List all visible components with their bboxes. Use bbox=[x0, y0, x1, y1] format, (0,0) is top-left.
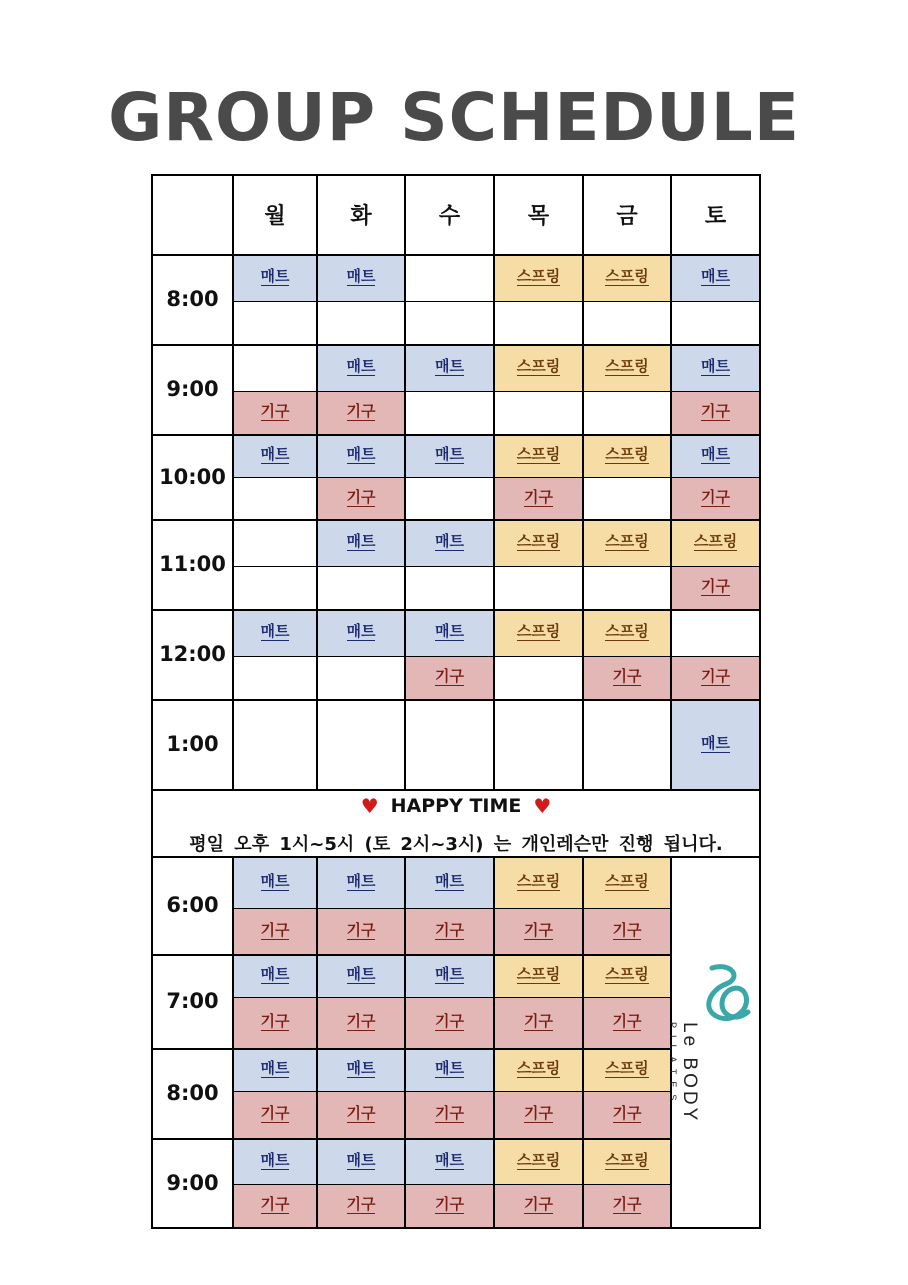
grid-line bbox=[582, 344, 584, 434]
class-label: 매트 bbox=[435, 1150, 464, 1169]
grid-line bbox=[404, 174, 406, 254]
class-cell-equip bbox=[494, 1184, 583, 1227]
grid-line bbox=[152, 699, 760, 701]
class-label: 스프링 bbox=[605, 965, 649, 983]
grid-line bbox=[316, 344, 318, 434]
grid-line bbox=[232, 856, 234, 954]
grid-line bbox=[232, 344, 234, 434]
class-cell-equip bbox=[233, 1184, 317, 1227]
class-cell-mat bbox=[317, 254, 405, 301]
class-label: 기구 bbox=[701, 487, 730, 506]
time-label: 9:00 bbox=[166, 377, 219, 401]
class-label: 스프링 bbox=[605, 267, 649, 285]
class-label: 매트 bbox=[346, 871, 376, 890]
class-label: 기구 bbox=[524, 1195, 553, 1213]
grid-line bbox=[232, 254, 234, 344]
class-cell-equip bbox=[583, 997, 671, 1048]
class-cell-mat bbox=[671, 254, 760, 301]
grid-line bbox=[670, 254, 672, 344]
class-cell-spring bbox=[494, 344, 583, 391]
grid-line bbox=[404, 344, 406, 434]
grid-line bbox=[582, 954, 584, 1048]
day-header: 금 bbox=[616, 203, 638, 229]
class-label: 매트 bbox=[701, 267, 730, 285]
grid-line bbox=[670, 519, 672, 609]
class-cell-mat bbox=[405, 344, 494, 391]
class-cell-equip bbox=[671, 391, 760, 434]
grid-line bbox=[493, 699, 495, 789]
class-label: 스프링 bbox=[605, 1150, 649, 1169]
time-label: 6:00 bbox=[166, 893, 219, 917]
grid-line bbox=[404, 519, 406, 609]
day-header: 목 bbox=[527, 203, 550, 229]
grid-line bbox=[493, 856, 495, 954]
class-cell-mat bbox=[405, 1048, 494, 1091]
class-label: 기구 bbox=[701, 577, 730, 595]
class-cell-spring bbox=[583, 344, 671, 391]
class-cell-spring bbox=[494, 519, 583, 566]
time-label: 9:00 bbox=[166, 1170, 219, 1195]
grid-line bbox=[493, 1048, 495, 1138]
class-cell-equip bbox=[317, 908, 405, 954]
grid-line bbox=[493, 254, 495, 344]
grid-line bbox=[493, 609, 495, 699]
class-label: 기구 bbox=[701, 402, 730, 420]
grid-line bbox=[404, 856, 406, 954]
grid-line bbox=[670, 699, 672, 789]
grid-line bbox=[152, 1227, 671, 1229]
time-label: 8:00 bbox=[166, 287, 219, 311]
grid-line bbox=[152, 789, 760, 791]
grid-line bbox=[404, 1138, 406, 1227]
grid-line bbox=[233, 1091, 671, 1092]
class-label: 스프링 bbox=[605, 445, 649, 463]
happy-time-notice: 평일 오후 1시~5시 (토 2시~3시) 는 개인레슨만 진행 됩니다. bbox=[189, 834, 723, 855]
class-label: 스프링 bbox=[516, 965, 561, 983]
grid-line bbox=[152, 174, 760, 176]
grid-line bbox=[493, 1138, 495, 1227]
class-label: 스프링 bbox=[516, 871, 561, 890]
class-label: 매트 bbox=[701, 733, 730, 752]
class-label: 매트 bbox=[346, 1059, 376, 1077]
class-cell-spring bbox=[494, 954, 583, 997]
class-label: 매트 bbox=[435, 871, 464, 890]
class-cell-equip bbox=[494, 477, 583, 519]
class-cell-mat bbox=[317, 609, 405, 656]
grid-line bbox=[493, 519, 495, 609]
time-label: 11:00 bbox=[159, 552, 226, 576]
class-label: 기구 bbox=[524, 920, 553, 939]
grid-line bbox=[582, 174, 584, 254]
class-cell-equip bbox=[405, 1091, 494, 1138]
class-cell-spring bbox=[583, 254, 671, 301]
grid-line bbox=[232, 954, 234, 1048]
grid-line bbox=[582, 519, 584, 609]
grid-line bbox=[232, 519, 234, 609]
class-cell-spring bbox=[494, 1048, 583, 1091]
grid-line bbox=[152, 344, 760, 346]
class-cell-mat bbox=[405, 856, 494, 908]
class-label: 기구 bbox=[435, 667, 464, 685]
grid-line bbox=[404, 1048, 406, 1138]
class-cell-mat bbox=[671, 344, 760, 391]
class-label: 기구 bbox=[346, 402, 376, 420]
class-cell-equip bbox=[583, 656, 671, 699]
class-label: 스프링 bbox=[605, 1059, 649, 1077]
class-label: 기구 bbox=[435, 1104, 464, 1122]
class-label: 매트 bbox=[346, 267, 376, 285]
grid-line bbox=[152, 609, 760, 611]
class-label: 기구 bbox=[612, 1104, 642, 1122]
class-label: 기구 bbox=[260, 1195, 290, 1213]
class-cell-equip bbox=[671, 477, 760, 519]
class-label: 스프링 bbox=[516, 1150, 561, 1169]
class-cell-spring bbox=[494, 609, 583, 656]
class-cell-mat bbox=[317, 1048, 405, 1091]
grid-line bbox=[152, 954, 671, 956]
class-label: 스프링 bbox=[605, 357, 649, 375]
logo-name: Le BODY bbox=[679, 1022, 700, 1124]
class-label: 기구 bbox=[435, 1012, 464, 1030]
class-cell-spring bbox=[583, 954, 671, 997]
grid-line bbox=[404, 609, 406, 699]
class-cell-mat bbox=[317, 954, 405, 997]
class-cell-equip bbox=[405, 908, 494, 954]
class-cell-equip bbox=[317, 997, 405, 1048]
grid-line bbox=[152, 254, 760, 256]
grid-line bbox=[152, 1048, 671, 1050]
class-label: 매트 bbox=[260, 622, 290, 640]
day-header: 토 bbox=[704, 203, 727, 229]
class-label: 매트 bbox=[435, 1059, 464, 1077]
class-label: 매트 bbox=[435, 357, 464, 375]
heart-icon: ♥ bbox=[533, 794, 552, 818]
class-cell-equip bbox=[405, 997, 494, 1048]
time-label: 12:00 bbox=[159, 642, 226, 666]
class-cell-mat bbox=[317, 519, 405, 566]
grid-line bbox=[316, 856, 318, 954]
class-label: 기구 bbox=[346, 920, 376, 939]
class-cell-mat bbox=[317, 856, 405, 908]
class-label: 매트 bbox=[260, 1059, 290, 1077]
class-label: 매트 bbox=[346, 445, 376, 463]
grid-line bbox=[232, 609, 234, 699]
day-header: 화 bbox=[350, 203, 372, 229]
grid-line bbox=[316, 174, 318, 254]
class-cell-mat bbox=[233, 609, 317, 656]
class-cell-equip bbox=[233, 1091, 317, 1138]
class-label: 스프링 bbox=[516, 622, 561, 640]
grid-line bbox=[670, 344, 672, 434]
class-cell-spring bbox=[494, 856, 583, 908]
grid-line bbox=[316, 609, 318, 699]
grid-line bbox=[316, 1048, 318, 1138]
class-cell-mat bbox=[405, 519, 494, 566]
class-label: 기구 bbox=[260, 920, 290, 939]
class-cell-mat bbox=[317, 434, 405, 477]
class-label: 매트 bbox=[701, 445, 730, 463]
grid-line bbox=[232, 174, 234, 254]
grid-line bbox=[582, 856, 584, 954]
grid-line bbox=[232, 699, 234, 789]
class-cell-mat bbox=[317, 1138, 405, 1184]
time-label: 8:00 bbox=[166, 1081, 219, 1105]
grid-line bbox=[233, 908, 671, 909]
class-cell-spring bbox=[583, 519, 671, 566]
class-cell-spring bbox=[583, 434, 671, 477]
grid-line bbox=[493, 174, 495, 254]
heart-icon: ♥ bbox=[360, 794, 379, 818]
class-label: 매트 bbox=[260, 1150, 290, 1169]
class-cell-equip bbox=[583, 908, 671, 954]
class-cell-spring bbox=[583, 609, 671, 656]
class-label: 기구 bbox=[260, 1012, 290, 1030]
class-cell-mat bbox=[671, 434, 760, 477]
grid-line bbox=[316, 1138, 318, 1227]
time-label: 1:00 bbox=[166, 732, 219, 756]
class-cell-spring bbox=[583, 1138, 671, 1184]
class-label: 스프링 bbox=[605, 622, 649, 640]
grid-line bbox=[670, 609, 672, 699]
class-label: 기구 bbox=[612, 1012, 642, 1030]
class-cell-mat bbox=[233, 1138, 317, 1184]
class-cell-mat bbox=[317, 344, 405, 391]
grid-line bbox=[233, 301, 760, 302]
class-label: 매트 bbox=[346, 357, 376, 375]
class-cell-equip bbox=[233, 997, 317, 1048]
class-label: 기구 bbox=[435, 920, 464, 939]
day-header: 수 bbox=[438, 203, 461, 229]
grid-line bbox=[582, 1048, 584, 1138]
class-cell-spring bbox=[671, 519, 760, 566]
grid-line bbox=[582, 609, 584, 699]
class-label: 매트 bbox=[435, 532, 464, 550]
class-cell-mat bbox=[405, 1138, 494, 1184]
class-label: 기구 bbox=[346, 1012, 376, 1030]
class-cell-equip bbox=[317, 477, 405, 519]
class-label: 스프링 bbox=[516, 267, 561, 285]
happy-time-label: HAPPY TIME bbox=[390, 795, 522, 817]
class-label: 매트 bbox=[435, 445, 464, 463]
class-cell-equip bbox=[233, 391, 317, 434]
class-cell-spring bbox=[583, 1048, 671, 1091]
grid-line bbox=[493, 344, 495, 434]
class-label: 매트 bbox=[260, 965, 290, 983]
class-cell-spring bbox=[494, 254, 583, 301]
class-label: 기구 bbox=[435, 1195, 464, 1213]
grid-line bbox=[404, 254, 406, 344]
grid-line bbox=[232, 1048, 234, 1138]
grid-line bbox=[152, 1138, 671, 1140]
class-label: 매트 bbox=[346, 965, 376, 983]
class-label: 매트 bbox=[260, 871, 290, 890]
grid-line bbox=[582, 699, 584, 789]
grid-line bbox=[316, 699, 318, 789]
time-label: 7:00 bbox=[166, 989, 219, 1013]
class-cell-mat bbox=[405, 954, 494, 997]
logo-sub: PILATES bbox=[668, 1022, 678, 1108]
grid-line bbox=[232, 1138, 234, 1227]
class-label: 기구 bbox=[524, 1104, 553, 1122]
grid-line bbox=[582, 1138, 584, 1227]
grid-line bbox=[493, 954, 495, 1048]
logo-wordmark bbox=[660, 1022, 700, 1132]
grid-line bbox=[316, 519, 318, 609]
grid-line bbox=[152, 434, 760, 436]
grid-line bbox=[404, 699, 406, 789]
class-label: 매트 bbox=[260, 445, 290, 463]
class-cell-equip bbox=[494, 997, 583, 1048]
class-cell-spring bbox=[583, 856, 671, 908]
grid-line bbox=[233, 477, 760, 478]
grid-line bbox=[316, 954, 318, 1048]
class-label: 매트 bbox=[435, 622, 464, 640]
class-cell-equip bbox=[233, 908, 317, 954]
class-label: 기구 bbox=[701, 667, 730, 685]
class-label: 스프링 bbox=[516, 1059, 561, 1077]
class-label: 매트 bbox=[346, 532, 376, 550]
day-header: 월 bbox=[264, 203, 286, 229]
class-label: 스프링 bbox=[605, 532, 649, 550]
class-cell-equip bbox=[671, 656, 760, 699]
grid-line bbox=[233, 1184, 671, 1185]
class-cell-mat bbox=[671, 699, 760, 789]
class-cell-mat bbox=[233, 954, 317, 997]
grid-line bbox=[233, 656, 760, 657]
class-label: 매트 bbox=[701, 357, 730, 375]
class-cell-mat bbox=[233, 434, 317, 477]
class-cell-equip bbox=[494, 1091, 583, 1138]
class-label: 매트 bbox=[346, 622, 376, 640]
class-cell-equip bbox=[583, 1091, 671, 1138]
time-label: 10:00 bbox=[159, 464, 226, 489]
happy-time-banner bbox=[152, 792, 760, 820]
grid-line bbox=[233, 566, 760, 567]
class-cell-spring bbox=[494, 434, 583, 477]
class-cell-equip bbox=[494, 908, 583, 954]
grid-line bbox=[152, 519, 760, 521]
class-label: 스프링 bbox=[693, 532, 738, 550]
class-label: 기구 bbox=[346, 1195, 376, 1213]
grid-line bbox=[233, 997, 671, 998]
grid-line bbox=[670, 856, 672, 954]
class-cell-equip bbox=[671, 566, 760, 609]
grid-line bbox=[316, 254, 318, 344]
class-cell-equip bbox=[317, 1091, 405, 1138]
class-label: 기구 bbox=[260, 1104, 290, 1122]
grid-line bbox=[151, 174, 153, 1229]
grid-line bbox=[670, 1138, 672, 1227]
class-label: 스프링 bbox=[516, 532, 561, 550]
class-label: 스프링 bbox=[516, 445, 561, 463]
class-cell-mat bbox=[405, 609, 494, 656]
class-cell-mat bbox=[405, 434, 494, 477]
class-label: 기구 bbox=[612, 1195, 642, 1213]
class-label: 기구 bbox=[612, 920, 642, 939]
grid-line bbox=[404, 954, 406, 1048]
class-label: 매트 bbox=[435, 965, 464, 983]
class-label: 기구 bbox=[524, 487, 553, 506]
grid-line bbox=[582, 254, 584, 344]
class-label: 매트 bbox=[346, 1150, 376, 1169]
class-cell-spring bbox=[494, 1138, 583, 1184]
class-cell-equip bbox=[317, 391, 405, 434]
class-cell-mat bbox=[233, 1048, 317, 1091]
class-label: 기구 bbox=[346, 1104, 376, 1122]
class-label: 스프링 bbox=[605, 871, 649, 890]
class-label: 스프링 bbox=[516, 357, 561, 375]
class-cell-equip bbox=[317, 1184, 405, 1227]
class-cell-equip bbox=[583, 1184, 671, 1227]
class-label: 매트 bbox=[260, 267, 290, 285]
class-cell-mat bbox=[233, 254, 317, 301]
class-label: 기구 bbox=[260, 402, 290, 420]
page-title: GROUP SCHEDULE bbox=[108, 79, 800, 156]
grid-line bbox=[670, 174, 672, 254]
class-label: 기구 bbox=[612, 667, 642, 685]
class-cell-equip bbox=[405, 656, 494, 699]
class-label: 기구 bbox=[524, 1012, 553, 1030]
class-label: 기구 bbox=[346, 487, 376, 506]
le-body-logo-mark bbox=[692, 960, 762, 1130]
class-cell-mat bbox=[233, 856, 317, 908]
grid-line bbox=[233, 391, 760, 392]
class-cell-equip bbox=[405, 1184, 494, 1227]
